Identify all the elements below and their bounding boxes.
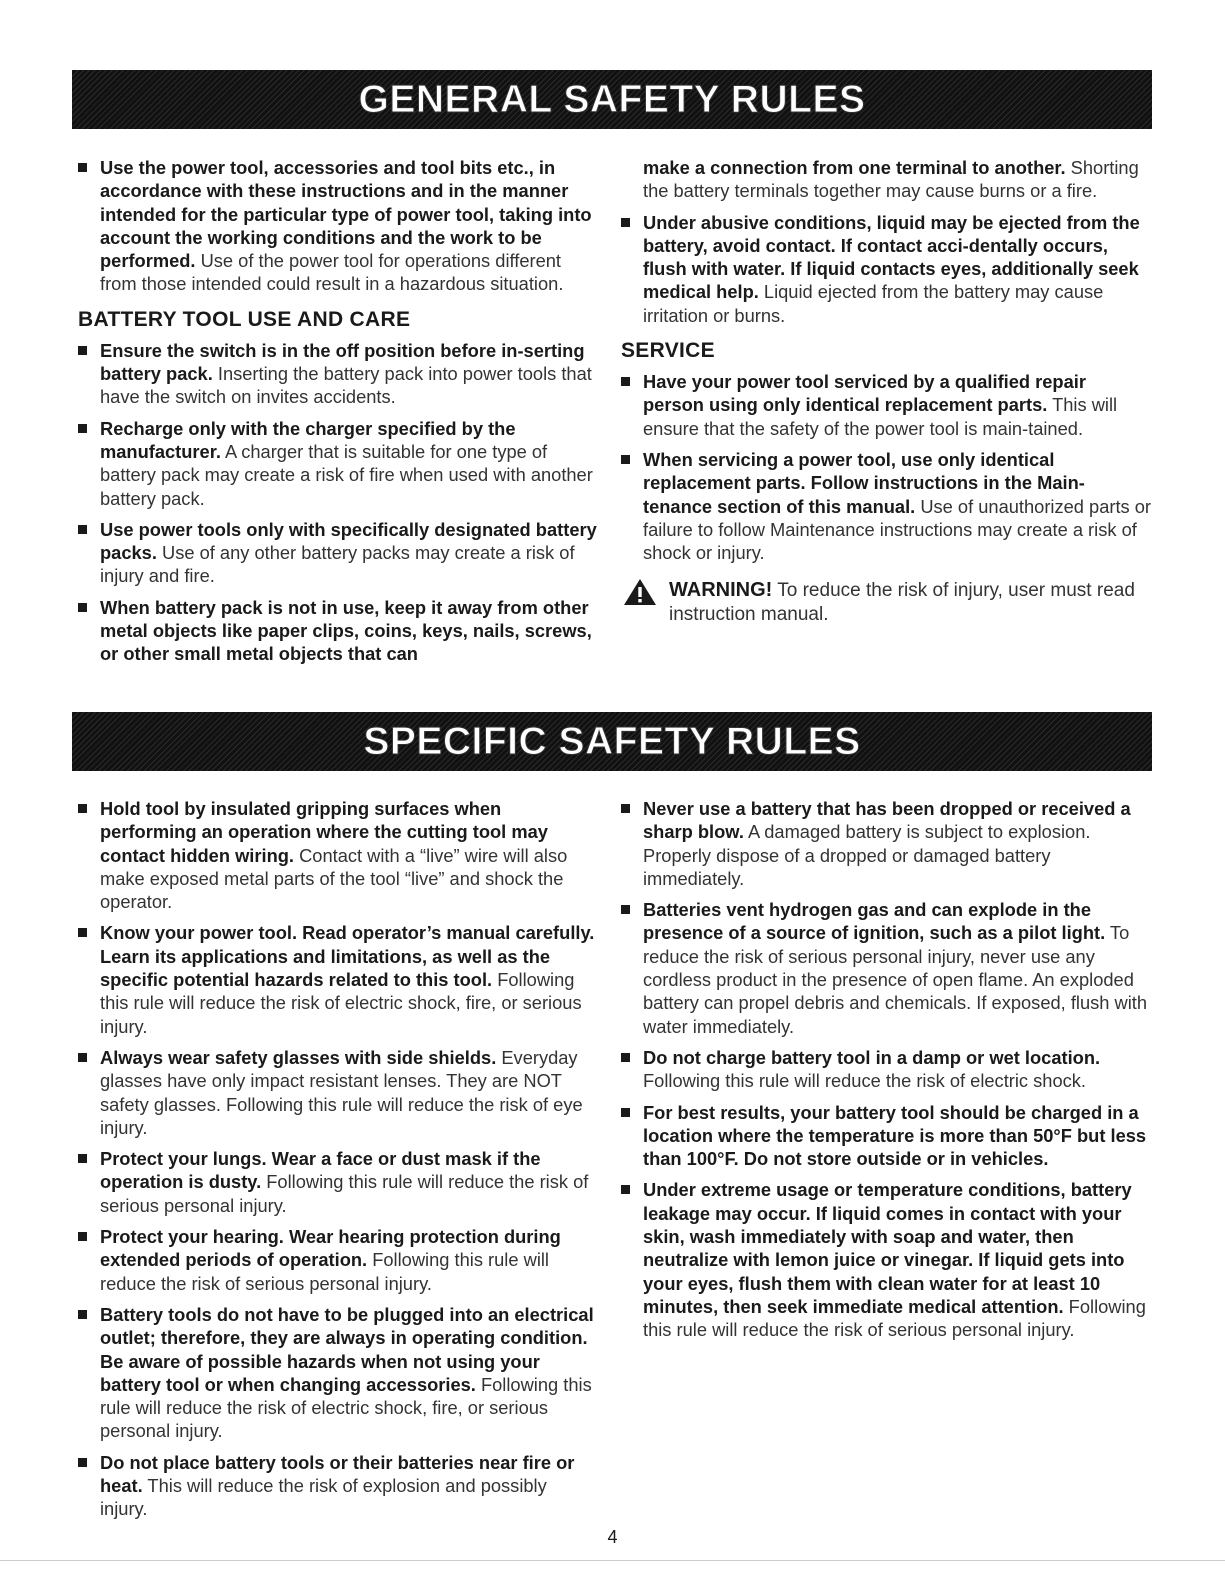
item-text: To reduce the risk of serious personal injury, never use any cordless product in the presence of open flame. An exploded battery can propel debris and chemicals. If exposed, flush with water immediately. (643, 922, 1148, 1037)
item-text: Use of any other battery packs may create a risk of injury and fire. (100, 542, 575, 587)
bullet-icon (78, 1154, 87, 1163)
general-left-column (78, 156, 598, 674)
item-text: Following this rule will reduce the risk of serious personal injury. (643, 1295, 1146, 1341)
list-item (78, 1046, 598, 1139)
item-bold: Battery tools do not have to be plugged into an electrical outlet; therefore, they are always in operating condition. Be aware of possible hazards when not using your battery tool or when changing accessories. (100, 1303, 594, 1395)
bullet-icon (621, 377, 630, 386)
specific-safety-rules-banner (72, 712, 1152, 771)
item-text: This will reduce the risk of explosion and possibly injury. (100, 1475, 547, 1520)
list-item (78, 156, 598, 296)
list-item (621, 1101, 1151, 1171)
bullet-icon (78, 1310, 87, 1319)
bullet-icon (621, 1108, 630, 1117)
item-bold: When servicing a power tool, use only identical replacement parts. Follow instructions in the Main-tenance section of this manual. (643, 448, 1085, 517)
item-text: Shorting the battery terminals together may cause burns or a fire. (643, 157, 1139, 202)
item-bold: Batteries vent hydrogen gas and can explode in the presence of a source of ignition, such as a pilot light. (643, 899, 1106, 944)
item-text: A charger that is suitable for one type of battery pack may create a risk of fire when used with another battery pack. (100, 440, 593, 509)
banner-title: GENERAL SAFETY RULES (358, 77, 866, 121)
item-bold: For best results, your battery tool should be charged in a location where the temperature is more than 50°F but less than 100°F. Do not store outside or in vehicles. (643, 1101, 1147, 1170)
list-item (78, 518, 598, 588)
bullet-icon (621, 1053, 630, 1062)
list-item (621, 370, 1151, 440)
item-text: Contact with a “live” wire will also make exposed metal parts of the tool “live” and shock the operator. (100, 844, 568, 913)
list-item (78, 1303, 598, 1443)
item-bold: Always wear safety glasses with side shields. (100, 1046, 497, 1068)
item-bold: Protect your lungs. Wear a face or dust mask if the operation is dusty. (100, 1148, 541, 1193)
general-safety-rules-banner (72, 70, 1152, 129)
item-bold: Under extreme usage or temperature conditions, battery leakage may occur. If liquid comes in contact with your skin, wash immediately with soap and water, then neutralize with lemon juice or vinegar. If liquid gets into your eyes, flush them with clean water for at least 10 minutes, then seek immediate medical attention. (643, 1179, 1132, 1317)
list-item (78, 921, 598, 1037)
banner-title: SPECIFIC SAFETY RULES (363, 719, 861, 763)
item-bold: Hold tool by insulated gripping surfaces when performing an operation where the cutting tool may contact hidden wiring. (100, 798, 548, 866)
item-text: This will ensure that the safety of the power tool is main-tained. (643, 394, 1118, 439)
bullet-icon (78, 163, 87, 172)
bullet-icon (78, 1053, 87, 1062)
bullet-icon (78, 1232, 87, 1241)
item-bold: Ensure the switch is in the off position before in-serting battery pack. (100, 339, 585, 385)
item-bold: Under abusive conditions, liquid may be ejected from the battery, avoid contact. If contact acci-dentally occurs, flush with water. If liquid contacts eyes, additionally seek medical help. (643, 211, 1140, 303)
general-right-column (621, 156, 1151, 627)
bullet-icon (78, 804, 87, 813)
warning-notice (621, 578, 1151, 627)
item-text: Liquid ejected from the battery may cause irritation or burns. (643, 281, 1104, 326)
bullet-icon (78, 525, 87, 534)
bullet-icon (78, 928, 87, 937)
bullet-icon (621, 1185, 630, 1194)
bullet-icon (621, 804, 630, 813)
item-text: A damaged battery is subject to explosion. Properly dispose of a dropped or damaged battery immediately. (643, 821, 1091, 889)
item-text: Following this rule will reduce the risk of serious personal injury. (100, 1249, 549, 1294)
item-bold: Use power tools only with specifically designated battery packs. (100, 518, 597, 564)
item-bold: Do not charge battery tool in a damp or wet location. (643, 1046, 1101, 1068)
list-item (621, 1046, 1151, 1093)
list-item-continuation (621, 156, 1151, 203)
item-bold: make a connection from one terminal to another. (643, 157, 1066, 178)
bullet-icon (78, 1458, 87, 1467)
list-item (78, 596, 598, 666)
list-item (78, 1225, 598, 1295)
page-number: 4 (607, 1527, 618, 1547)
item-bold: Know your power tool. Read operator’s manual carefully. Learn its applications and limitations, as well as the specific potential hazards related to this tool. (100, 922, 595, 991)
bullet-icon (78, 603, 87, 612)
specific-right-column (621, 797, 1151, 1350)
item-bold: Protect your hearing. Wear hearing protection during extended periods of operation. (100, 1226, 561, 1271)
item-text: Inserting the battery pack into power tools that have the switch on invites accidents. (100, 363, 592, 408)
list-item (621, 448, 1151, 564)
section-heading-battery: BATTERY TOOL USE AND CARE (78, 307, 411, 331)
bullet-icon (621, 218, 630, 227)
item-bold: When battery pack is not in use, keep it away from other metal objects like paper clips, coins, keys, nails, screws, or other small metal objects that can (100, 596, 592, 665)
item-bold: Have your power tool serviced by a qualified repair person using only identical replacement parts. (643, 371, 1086, 416)
list-item (621, 797, 1151, 890)
item-bold: Recharge only with the charger specified by the manufacturer. (100, 417, 516, 462)
bullet-icon (78, 424, 87, 433)
list-item (78, 1451, 598, 1521)
warning-text: To reduce the risk of injury, user must read instruction manual. (669, 580, 1135, 626)
list-item (621, 211, 1151, 327)
bullet-icon (621, 455, 630, 464)
item-text: Following this rule will reduce the risk of electric shock, fire, or serious injury. (100, 969, 582, 1037)
item-bold: Do not place battery tools or their batteries near fire or heat. (100, 1451, 575, 1497)
item-text: Use of the power tool for operations different from those intended could result in a hazardous situation. (100, 250, 564, 295)
item-text: Everyday glasses have only impact resistant lenses. They are NOT safety glasses. Following this rule will reduce the risk of eye injury. (100, 1046, 583, 1138)
item-bold: Never use a battery that has been dropped or received a sharp blow. (643, 798, 1131, 843)
item-bold: Use the power tool, accessories and tool bits etc., in accordance with these instructions and in the manner intended for the particular type of power tool, taking into account the working conditions and the work to be performed. (100, 157, 592, 272)
list-item (78, 417, 598, 510)
warning-label: WARNING! (669, 579, 773, 602)
list-item (621, 1178, 1151, 1341)
bullet-icon (78, 346, 87, 355)
section-heading-service: SERVICE (621, 339, 715, 363)
footer-divider (0, 1560, 1225, 1561)
list-item (78, 1147, 598, 1217)
item-text: Following this rule will reduce the risk of serious personal injury. (100, 1171, 589, 1216)
list-item (78, 797, 598, 913)
bullet-icon (621, 905, 630, 914)
list-item (78, 339, 598, 409)
warning-triangle-icon (623, 578, 657, 606)
specific-left-column (78, 797, 598, 1529)
list-item (621, 898, 1151, 1038)
item-text: Following this rule will reduce the risk of electric shock, fire, or serious personal injury. (100, 1373, 592, 1442)
item-text: Following this rule will reduce the risk of electric shock. (643, 1070, 1086, 1092)
item-text: Use of unauthorized parts or failure to follow Maintenance instructions may create a risk of shock or injury. (643, 495, 1152, 564)
